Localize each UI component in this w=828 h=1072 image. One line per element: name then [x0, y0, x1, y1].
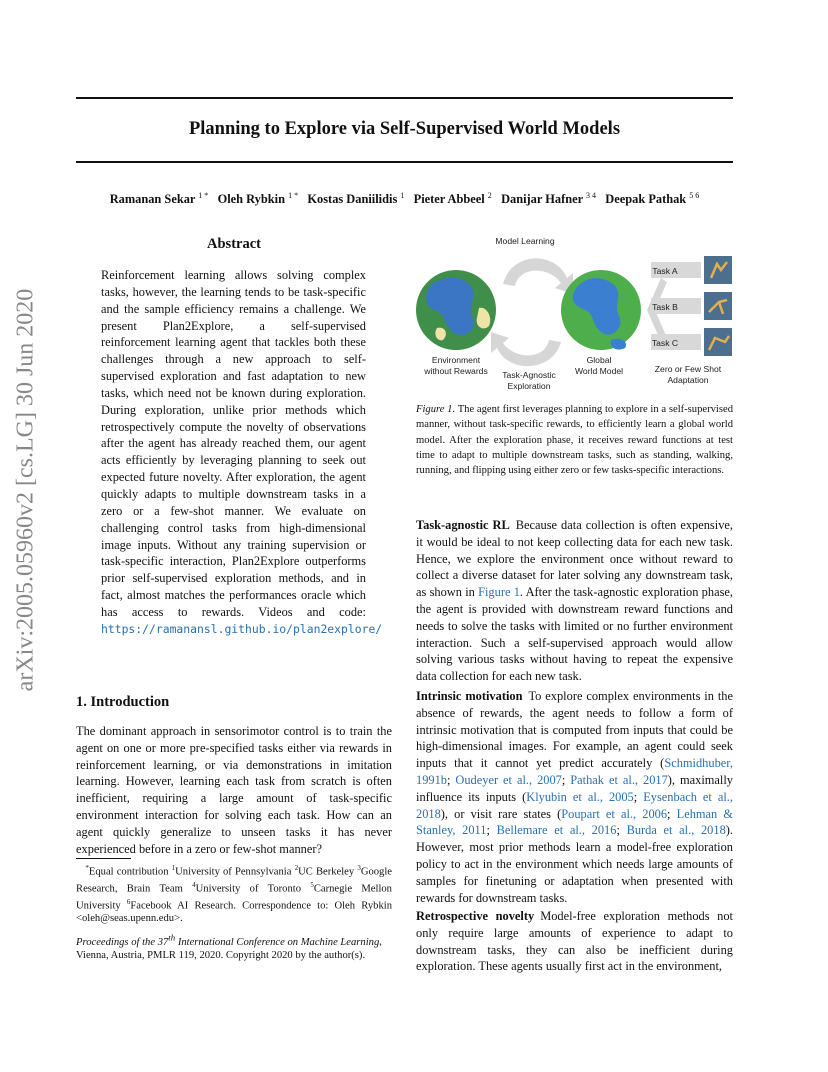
abstract-heading: Abstract — [207, 236, 261, 252]
retrospective-novelty-paragraph: Retrospective novelty Model-free exploration methods not only require large amounts of experience to adapt to downstream tasks, they can also be inefficient during exploration. These agents usually first act in the environment, — [416, 909, 733, 974]
figure-1-caption: Figure 1. The agent first leverages planning to explore in a self-supervised manner, without task-specific rewards, to efficiently learn a global world model. After the exploration phase, it receives reward functions at test time to adapt to multiple downstream tasks, such as standing, walking, running, and flipping using either zero or few tasks-specific interactions. — [416, 404, 733, 477]
proceedings-note: Proceedings of the 37th International Conference on Machine Learning, Vienna, Austria, PMLR 119, 2020. Copyright 2020 by the author(s). — [76, 932, 382, 962]
author: Kostas Daniilidis $^1$ — [307, 191, 405, 207]
figure-1-diagram — [415, 230, 735, 398]
task-c-label: Task C — [651, 338, 679, 348]
citation-link[interactable]: Eysenbach et al., 2018 — [416, 789, 733, 821]
intrinsic-motivation-paragraph: Intrinsic motivation To explore complex environments in the absence of rewards, the agent needs to follow a form of intrinsic motivation that is computed from inputs that could be high-dimensional images. For example, an agent could seek inputs that it cannot yet predict accurately (Schmidhuber, 1991b; Oudeyer et al., 2007; Pathak et al., 2017), maximally influence its inputs (Klyubin et al., 2005; Eysenbach et al., 2018), or visit rare states (Poupart et al., 2006; Lehman & Stanley, 2011; Bellemare et al., 2016; Burda et al., 2018). However, most prior methods learn a model-free exploration policy to act in the environment which needs large amounts of samples for finetuning or adaptation when presented with rewards for downstream tasks. — [416, 689, 734, 905]
footnote-rule — [76, 858, 131, 859]
citation-link[interactable]: Oudeyer et al., 2007 — [455, 772, 562, 787]
section-heading-introduction: 1. Introduction — [76, 694, 170, 710]
task-agnostic-paragraph: Task-agnostic RL Because data collection is often expensive, it would be ideal to not keep collecting data for each new task. Hence, we explore the environment once without reward to collect a diverse dataset for later solving any downstream task, as shown in Figure 1. After the task-agnostic exploration phase, the agent is provided with downstream reward functions and needs to solve the tasks with limited or no further environment interaction. Such a self-supervised approach would allow solving various tasks without having to repeat the expensive data collection for each new task. — [416, 518, 733, 684]
intrinsic-motivation-heading: Intrinsic motivation — [416, 689, 523, 703]
exploration-label-line1: Task-Agnostic — [502, 370, 556, 380]
author: Danijar Hafner $^{3 4}$ — [501, 191, 596, 207]
task-agnostic-heading: Task-agnostic RL — [416, 518, 510, 532]
environment-globe-icon — [416, 270, 496, 350]
author: Ramanan Sekar $^{1 *}$ — [109, 191, 209, 207]
task-c-thumbnail — [704, 328, 732, 356]
abstract-body: Reinforcement learning allows solving complex tasks, however, the learning tends to be task-specific and the sample efficiency remains a challenge. We present Plan2Explore, a self-supervised reinforcement learning agent that tackles both these challenges through a new approach to self-supervised exploration and fast adaptation to new tasks, which need not be known during exploration. During exploration, unlike prior methods which retrospectively compute the novelty of observations after the agent has already reached them, our agent acts efficiently by leveraging planning to seek out expected future novelty. After exploration, the agent quickly adapts to multiple downstream tasks in a zero or a few-shot manner. We evaluate on challenging control tasks from high-dimensional image inputs. Without any training supervision or task-specific interaction, Plan2Explore outperforms prior self-supervised exploration methods, and in fact, almost matches the performances oracle which has access to rewards. Videos and code: https://ramanansl.github.io/plan2explore/ — [101, 268, 383, 636]
upper-cycle-arrow — [503, 258, 573, 294]
arxiv-stamp — [14, 290, 38, 690]
environment-label-line1: Environment — [431, 355, 481, 365]
task-b-label: Task B — [652, 302, 678, 312]
world-model-label-line2: World Model — [574, 366, 624, 376]
world-model-label-line1: Global — [586, 355, 612, 365]
task-b-thumbnail — [704, 292, 732, 320]
model-learning-label: Model Learning — [495, 236, 555, 246]
author: Oleh Rybkin $^{1 *}$ — [217, 191, 299, 207]
title-bottom-rule — [76, 161, 733, 163]
retrospective-novelty-heading: Retrospective novelty — [416, 909, 535, 923]
task-a-label: Task A — [652, 266, 678, 276]
task-a-thumbnail — [704, 256, 732, 284]
citation-link[interactable]: Klyubin et al., 2005 — [526, 789, 634, 804]
project-url-link[interactable]: https://ramanansl.github.io/plan2explore/ — [101, 621, 383, 636]
introduction-paragraph: The dominant approach in sensorimotor control is to train the agent on one or more pre-specified tasks either via rewards in reinforcement learning, or via demonstrations in imitation learning. However, learning each task from scratch is often inefficient, requiring a large amount of task-specific environment interaction for solving each task. How can an agent quickly generalize to unseen tasks it has never experienced before in a zero or few-shot manner? — [76, 724, 392, 856]
world-model-globe-icon — [561, 270, 641, 350]
affiliation-footnote: *Equal contribution $^1$University of Pennsylvania $^2$UC Berkeley $^3$Google Research, Brain Team $^4$University of Toronto $^5$Carnegie Mellon University $^6$Facebook AI Research. Correspondence to: Oleh Rybkin <oleh@seas.upenn.edu>. — [76, 864, 392, 925]
citation-link[interactable]: Burda et al., 2018 — [626, 823, 726, 838]
author-list — [76, 191, 733, 207]
adaptation-label-line2: Adaptation — [667, 375, 709, 385]
lower-cycle-arrow — [491, 332, 561, 366]
title-top-rule — [76, 97, 733, 99]
adaptation-label-line1: Zero or Few Shot — [654, 364, 722, 374]
citation-link[interactable]: Schmidhuber, 1991b — [416, 756, 733, 787]
figure-1-link[interactable]: Figure 1 — [478, 585, 520, 600]
citation-link[interactable]: Lehman & Stanley, 2011 — [416, 806, 733, 838]
environment-label-line2: without Rewards — [424, 366, 488, 376]
author: Deepak Pathak $^{5 6}$ — [605, 191, 700, 207]
citation-link[interactable]: Bellemare et al., 2016 — [496, 823, 617, 838]
citation-link[interactable]: Poupart et al., 2006 — [561, 806, 668, 821]
paper-title: Planning to Explore via Self-Supervised World Models — [188, 119, 621, 139]
citation-link[interactable]: Pathak et al., 2017 — [570, 772, 668, 787]
author: Pieter Abbeel $^2$ — [413, 191, 492, 207]
arxiv-stamp-text: arXiv:2005.05960v2 [cs.LG] 30 Jun 2020 — [12, 288, 39, 692]
exploration-label-line2: Exploration — [507, 381, 551, 391]
